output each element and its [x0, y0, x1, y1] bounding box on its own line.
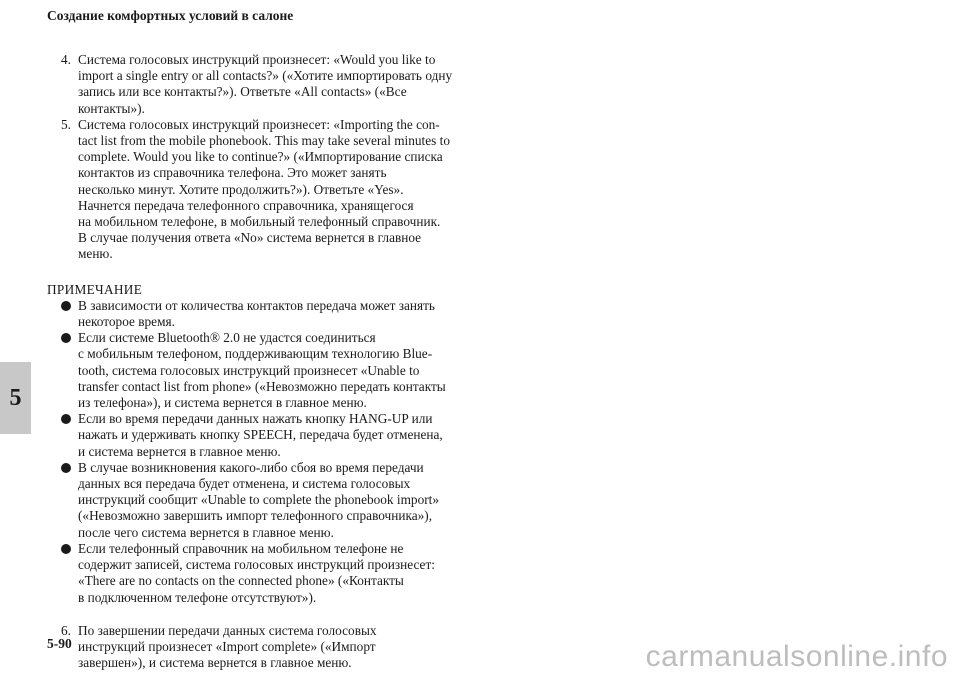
note-text-line: после чего система вернется в главное меню.	[78, 524, 334, 540]
note-text-line: transfer contact list from phone» («Невозможно передать контакты	[78, 378, 446, 394]
step-item	[47, 117, 467, 263]
note-text-line: В случае возникновения какого-либо сбоя во время передачи	[78, 459, 424, 475]
page-content	[47, 52, 467, 671]
chapter-number: 5	[9, 384, 22, 411]
step-text-line: на мобильном телефоне, в мобильный телефонный справочник.	[78, 214, 441, 230]
note-text-line: В зависимости от количества контактов передача может занять	[78, 297, 435, 313]
step-text-line: complete. Would you like to continue?» («Импортирование списка	[78, 149, 443, 165]
chapter-tab	[0, 362, 31, 434]
step-text-line: В случае получения ответа «No» система вернется в главное	[78, 230, 422, 246]
note-text-line: в подключенном телефоне отсутствуют»).	[78, 589, 317, 605]
step-text-line: запись или все контакты?»). Ответьте «All contacts» («Все	[78, 84, 407, 100]
step-text-line: import a single entry or all contacts?» («Хотите импортировать одну	[78, 68, 453, 84]
step-number: 4.	[61, 52, 71, 67]
note-text-line: Если телефонный справочник на мобильном телефоне не	[78, 540, 404, 556]
page-header: Создание комфортных условий в салоне	[47, 8, 294, 23]
note-text-line: Если системе Bluetooth® 2.0 не удастся соединиться	[78, 330, 376, 346]
step-text-line: контакты»).	[78, 100, 145, 116]
note-text-line: с мобильным телефоном, поддерживающим технологию Blue-	[78, 346, 433, 362]
step-text-line: Система голосовых инструкций произнесет: «Would you like to	[78, 52, 436, 67]
step-text-line: завершен»), и система вернется в главное меню.	[78, 655, 352, 671]
step-text-line: инструкций произнесет «Import complete» («Импорт	[78, 638, 376, 654]
step-item	[47, 623, 467, 672]
page-number: 5-90	[47, 636, 72, 651]
note-bullet	[47, 330, 467, 411]
note-text-line: «There are no contacts on the connected phone» («Контакты	[78, 573, 404, 589]
step-item	[47, 52, 467, 117]
bullet-icon	[61, 301, 71, 311]
step-text-line: По завершении передачи данных система голосовых	[78, 622, 377, 638]
bullet-icon	[61, 333, 71, 343]
step-text-line: Система голосовых инструкций произнесет: «Importing the con-	[78, 116, 440, 132]
note-text-line: данных вся передача будет отменена, и система голосовых	[78, 476, 411, 492]
note-text-line: содержит записей, система голосовых инструкций произнесет:	[78, 557, 435, 573]
note-bullet	[47, 460, 467, 541]
note-text-line: из телефона»), и система вернется в главное меню.	[78, 395, 367, 411]
step-text-line: контактов из справочника телефона. Это может занять	[78, 165, 387, 181]
bullet-icon	[61, 414, 71, 424]
note-title: ПРИМЕЧАНИЕ	[47, 281, 143, 297]
note-text-line: tooth, система голосовых инструкций произнесет «Unable to	[78, 362, 420, 378]
note-text-line: («Невозможно завершить импорт телефонного справочника»),	[78, 508, 433, 524]
step-number: 6.	[61, 622, 71, 638]
note-text-line: инструкций сообщит «Unable to complete the phonebook import»	[78, 492, 439, 508]
step-text-line: tact list from the mobile phonebook. This may take several minutes to	[78, 133, 450, 149]
bullet-icon	[61, 463, 71, 473]
note-bullet	[47, 411, 467, 460]
step-text-line: Начнется передача телефонного справочника, хранящегося	[78, 197, 414, 213]
note-text-line: нажать и удерживать кнопку SPEECH, передача будет отменена,	[78, 427, 443, 443]
note-bullet	[47, 298, 467, 330]
step-text-line: меню.	[78, 246, 113, 262]
step-number: 5.	[61, 116, 71, 132]
note-text-line: и система вернется в главное меню.	[78, 443, 281, 459]
note-bullet	[47, 541, 467, 606]
watermark-logo: carmanualsonline.info	[645, 640, 948, 673]
note-text-line: Если во время передачи данных нажать кнопку HANG-UP или	[78, 411, 433, 427]
note-text-line: некоторое время.	[78, 314, 175, 330]
bullet-icon	[61, 544, 71, 554]
step-text-line: несколько минут. Хотите продолжить?»). Ответьте «Yes».	[78, 181, 404, 197]
